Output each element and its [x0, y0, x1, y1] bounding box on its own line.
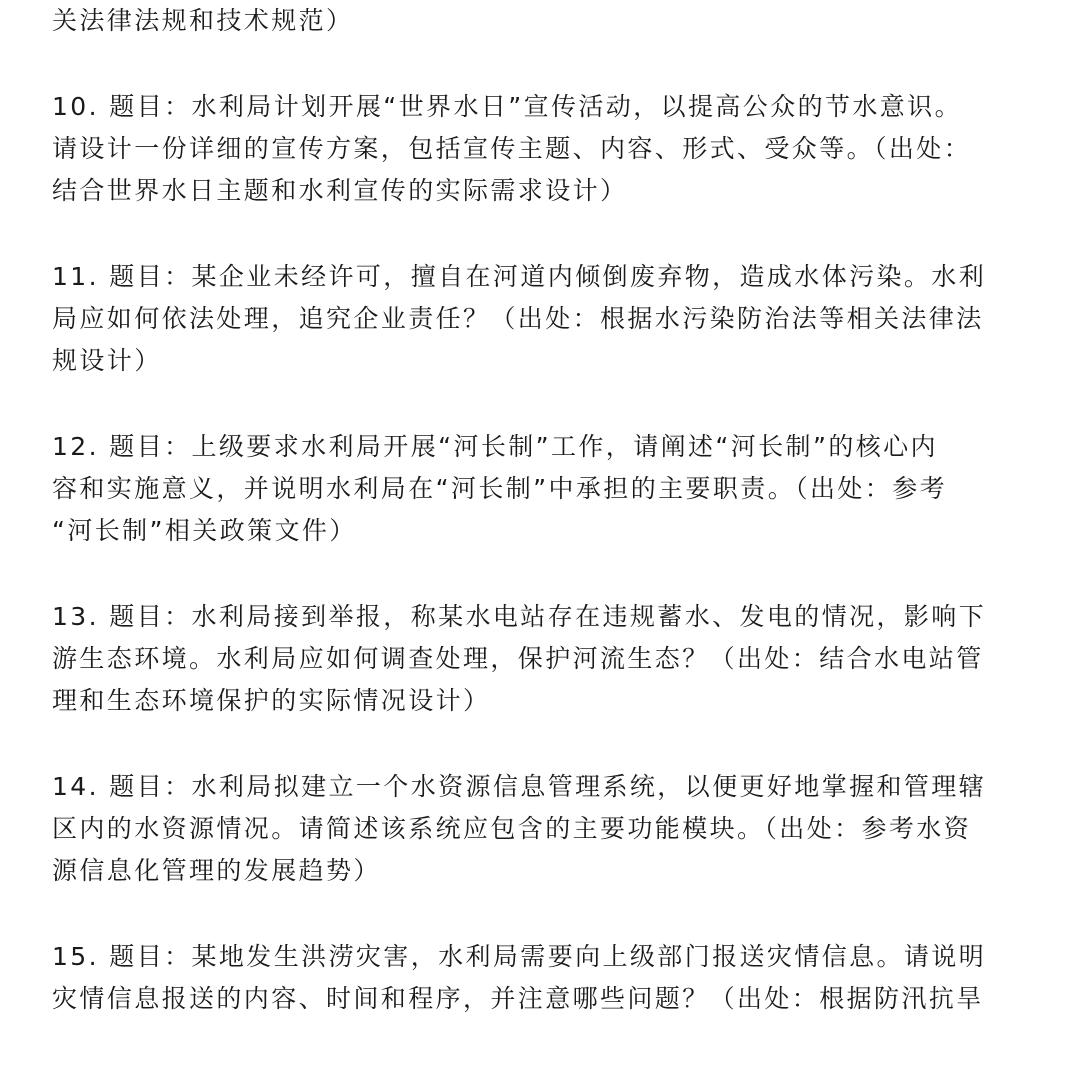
question-14	[52, 766, 1012, 892]
document-page	[52, 0, 1012, 1020]
question-line: 12. 题目：上级要求水利局开展“河长制”工作，请阐述“河长制”的核心内	[52, 432, 938, 461]
question-line: 11. 题目：某企业未经许可，擅自在河道内倾倒废弃物，造成水体污染。水利	[52, 262, 987, 291]
question-12	[52, 426, 1012, 552]
question-line: 14. 题目：水利局拟建立一个水资源信息管理系统，以便更好地掌握和管理辖	[52, 772, 987, 801]
intro-line: 关法律法规和技术规范）	[52, 6, 354, 35]
question-line: 容和实施意义，并说明水利局在“河长制”中承担的主要职责。（出处：参考	[52, 474, 948, 503]
question-line: 请设计一份详细的宣传方案，包括宣传主题、内容、形式、受众等。（出处：	[52, 134, 972, 163]
question-line: 结合世界水日主题和水利宣传的实际需求设计）	[52, 176, 628, 205]
question-line: “河长制”相关政策文件）	[52, 516, 357, 545]
question-11	[52, 256, 1012, 382]
question-line: 规设计）	[52, 346, 162, 375]
question-line: 灾情信息报送的内容、时间和程序，并注意哪些问题？（出处：根据防汛抗旱	[52, 984, 984, 1013]
question-line: 局应如何依法处理，追究企业责任？（出处：根据水污染防治法等相关法律法	[52, 304, 984, 333]
question-line: 10. 题目：水利局计划开展“世界水日”宣传活动，以提高公众的节水意识。	[52, 92, 963, 121]
question-line: 13. 题目：水利局接到举报，称某水电站存在违规蓄水、发电的情况，影响下	[52, 602, 987, 631]
question-line: 游生态环境。水利局应如何调查处理，保护河流生态？（出处：结合水电站管	[52, 644, 984, 673]
question-line: 区内的水资源情况。请简述该系统应包含的主要功能模块。（出处：参考水资	[52, 814, 972, 843]
question-line: 源信息化管理的发展趋势）	[52, 856, 381, 885]
question-line: 理和生态环境保护的实际情况设计）	[52, 686, 491, 715]
question-line: 15. 题目：某地发生洪涝灾害，水利局需要向上级部门报送灾情信息。请说明	[52, 942, 987, 971]
question-15	[52, 936, 1012, 1020]
question-10	[52, 86, 1012, 212]
question-13	[52, 596, 1012, 722]
